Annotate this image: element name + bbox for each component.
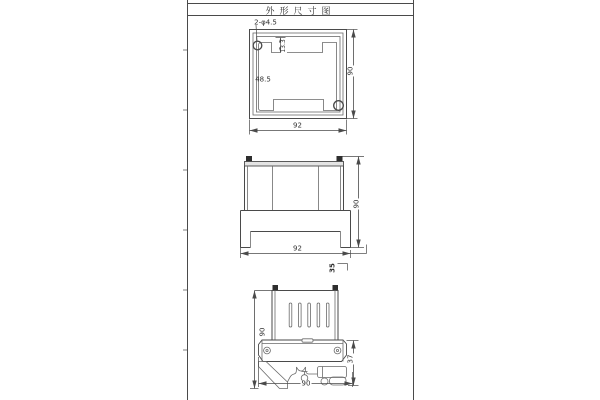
dim-inner-label: 48.5 — [255, 75, 271, 84]
mounting-hole-top-left — [253, 41, 262, 50]
flange-screw-left — [264, 347, 271, 354]
front-view — [241, 156, 367, 271]
flange-screw-right — [334, 347, 341, 354]
dim-front-height-label: 90 — [352, 199, 361, 208]
dim-top-height-label: 90 — [346, 66, 354, 76]
sheet-zone-ticks — [183, 50, 188, 350]
sheet-title: 外形尺寸图 — [265, 7, 336, 17]
dim-side-rail-label: 90 — [301, 379, 311, 387]
dim-top-width-label: 92 — [293, 121, 302, 129]
hole-callout-label: 2-φ4.5 — [254, 18, 277, 27]
terminal-screw-right — [333, 285, 339, 291]
terminal-screw-left — [273, 285, 279, 291]
vent-slots — [289, 303, 329, 327]
dim-front-width-label: 92 — [293, 244, 302, 253]
dim-front-depth-label: 35 — [328, 263, 337, 273]
dim-side-lower-label: 37 — [346, 354, 355, 363]
dim-notch-depth-label: 13.3 — [280, 39, 287, 53]
mounting-hole-bottom-right — [334, 101, 344, 111]
dim-side-height-label: 90 — [258, 327, 266, 336]
